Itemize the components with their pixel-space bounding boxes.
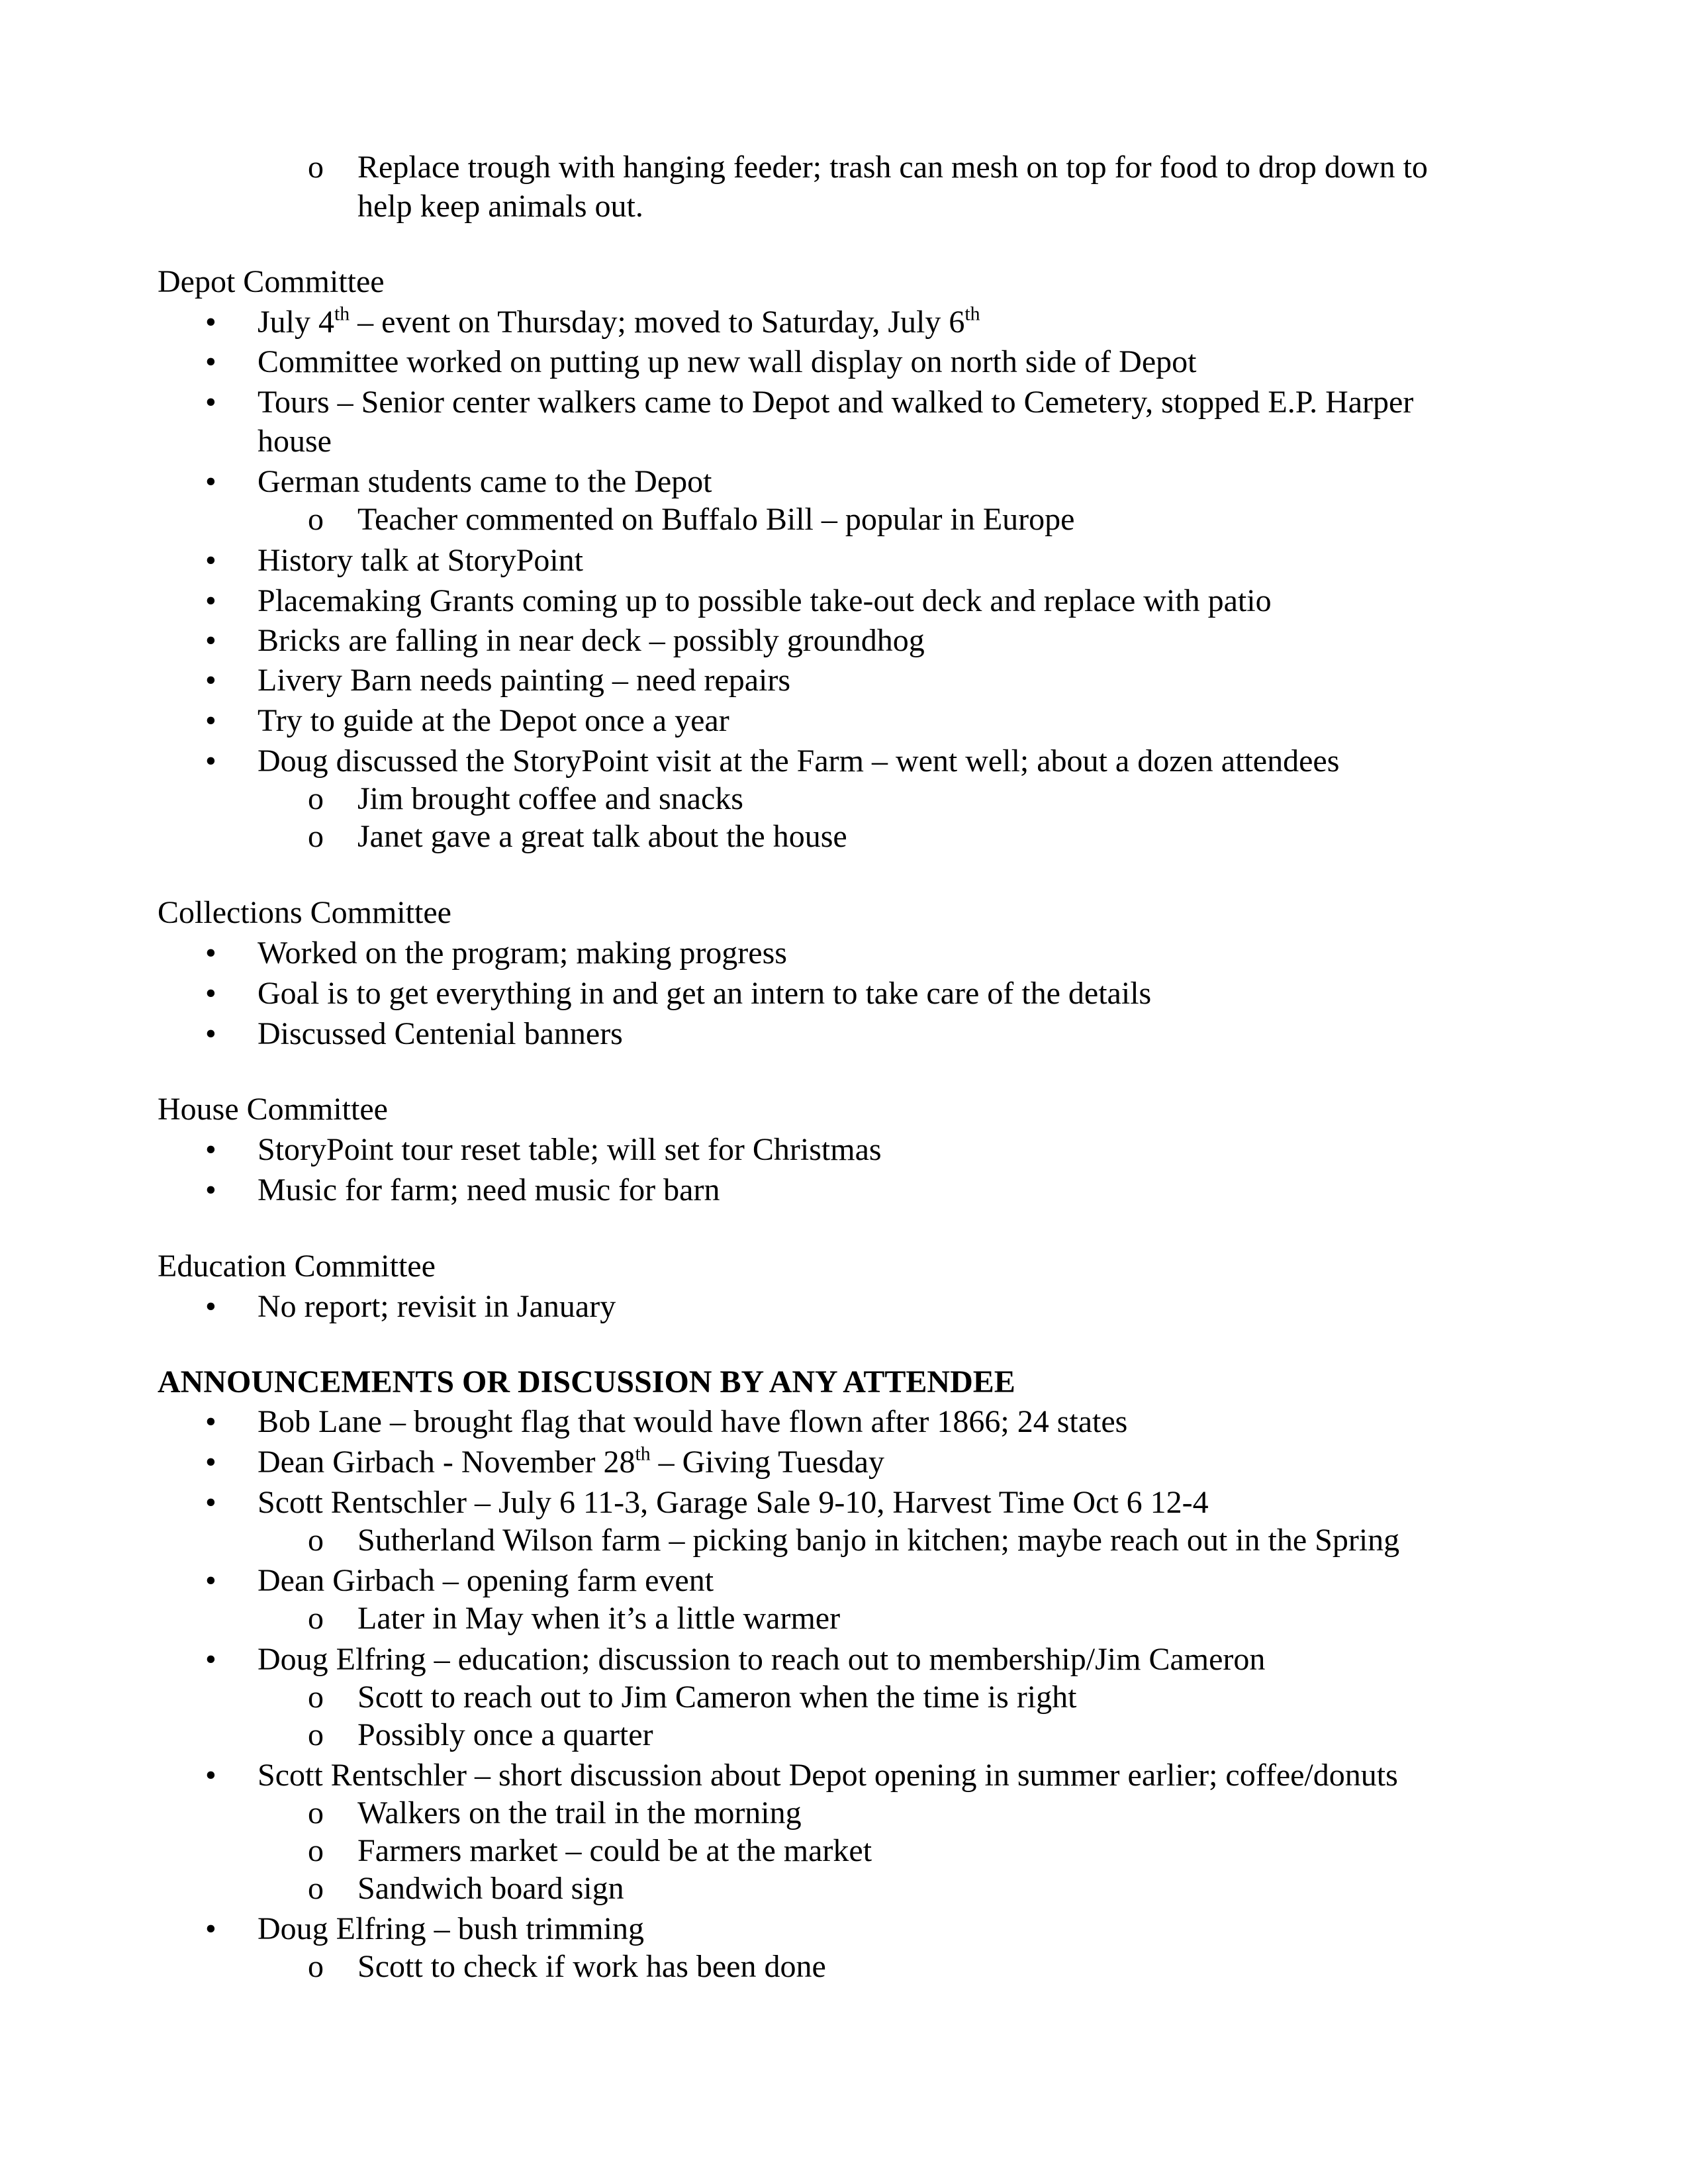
bullet-marker: •	[205, 663, 216, 698]
list-item: Scott Rentschler – short discussion about Depot opening in summer earlier; coffee/donuts	[258, 1758, 1398, 1793]
list-item: Worked on the program; making progress	[258, 935, 787, 971]
bullet-marker: •	[205, 385, 216, 420]
sub-bullet-marker: o	[308, 502, 324, 537]
list-item: Doug discussed the StoryPoint visit at the Farm – went well; about a dozen attendees	[258, 743, 1340, 779]
sub-bullet-marker: o	[308, 1523, 324, 1558]
list-item: No report; revisit in January	[258, 1289, 616, 1324]
list-item: Dean Girbach – opening farm event	[258, 1563, 714, 1598]
bullet-marker: •	[205, 623, 216, 658]
list-item-continuation: help keep animals out.	[357, 189, 643, 224]
bullet-marker: •	[205, 344, 216, 379]
list-item	[258, 1443, 884, 1480]
sub-bullet-marker: o	[308, 1680, 324, 1715]
list-item: Committee worked on putting up new wall display on north side of Depot	[258, 344, 1197, 379]
bullet-marker: •	[205, 543, 216, 578]
list-item: Jim brought coffee and snacks	[357, 781, 743, 816]
bullet-marker: •	[205, 1563, 216, 1598]
section-heading-house: House Committee	[158, 1092, 388, 1127]
list-item: Sutherland Wilson farm – picking banjo in kitchen; maybe reach out in the Spring	[357, 1523, 1400, 1558]
bullet-marker: •	[205, 1642, 216, 1677]
list-item: Janet gave a great talk about the house	[357, 819, 847, 854]
section-heading-collections: Collections Committee	[158, 895, 451, 930]
sub-bullet-marker: o	[308, 150, 324, 185]
sub-bullet-marker: o	[308, 1871, 324, 1906]
list-item: Doug Elfring – bush trimming	[258, 1911, 644, 1946]
section-heading-education: Education Committee	[158, 1249, 436, 1284]
list-item: German students came to the Depot	[258, 464, 712, 499]
section-heading-depot: Depot Committee	[158, 264, 385, 299]
list-item: Sandwich board sign	[357, 1871, 624, 1906]
list-item: Later in May when it’s a little warmer	[357, 1601, 841, 1636]
list-item: Scott to check if work has been done	[357, 1949, 826, 1984]
list-item-continuation: house	[258, 424, 332, 459]
bullet-marker: •	[205, 1404, 216, 1439]
list-item: Bricks are falling in near deck – possibly groundhog	[258, 623, 925, 658]
list-item: StoryPoint tour reset table; will set for Christmas	[258, 1132, 882, 1167]
bullet-marker: •	[205, 464, 216, 499]
bullet-marker: •	[205, 935, 216, 971]
list-item: Music for farm; need music for barn	[258, 1172, 720, 1208]
sub-bullet-marker: o	[308, 1795, 324, 1830]
bullet-marker: •	[205, 1172, 216, 1208]
bullet-marker: •	[205, 1289, 216, 1324]
list-item: Placemaking Grants coming up to possible take-out deck and replace with patio	[258, 583, 1272, 618]
sub-bullet-marker: o	[308, 781, 324, 816]
list-item: Try to guide at the Depot once a year	[258, 703, 729, 738]
sub-bullet-marker: o	[308, 1601, 324, 1636]
list-item: Tours – Senior center walkers came to Depot and walked to Cemetery, stopped E.P. Harper	[258, 385, 1414, 420]
list-item: Replace trough with hanging feeder; trash can mesh on top for food to drop down to	[357, 150, 1428, 185]
sub-bullet-marker: o	[308, 1833, 324, 1868]
list-item: Farmers market – could be at the market	[357, 1833, 872, 1868]
superscript: th	[334, 303, 350, 325]
list-item: Livery Barn needs painting – need repairs	[258, 663, 791, 698]
list-item: Scott to reach out to Jim Cameron when the time is right	[357, 1680, 1077, 1715]
list-item: History talk at StoryPoint	[258, 543, 583, 578]
list-item: Scott Rentschler – July 6 11-3, Garage Sale 9-10, Harvest Time Oct 6 12-4	[258, 1485, 1209, 1520]
superscript: th	[635, 1443, 651, 1465]
list-item: Goal is to get everything in and get an intern to take care of the details	[258, 976, 1152, 1011]
sub-bullet-marker: o	[308, 1717, 324, 1752]
bullet-marker: •	[205, 305, 216, 340]
bullet-marker: •	[205, 583, 216, 618]
list-item-text: – Giving Tuesday	[650, 1445, 884, 1480]
sub-bullet-marker: o	[308, 819, 324, 854]
bullet-marker: •	[205, 1911, 216, 1946]
list-item: Discussed Centenial banners	[258, 1016, 623, 1051]
list-item-text: – event on Thursday; moved to Saturday, July 6	[350, 305, 965, 340]
bullet-marker: •	[205, 976, 216, 1011]
superscript: th	[964, 303, 980, 325]
list-item-text: July 4	[258, 305, 335, 340]
bullet-marker: •	[205, 1485, 216, 1520]
list-item-text: Dean Girbach - November 28	[258, 1445, 635, 1480]
list-item: Doug Elfring – education; discussion to reach out to membership/Jim Cameron	[258, 1642, 1266, 1677]
bullet-marker: •	[205, 703, 216, 738]
list-item	[258, 303, 980, 340]
list-item: Teacher commented on Buffalo Bill – popular in Europe	[357, 502, 1075, 537]
section-heading-announcements: ANNOUNCEMENTS OR DISCUSSION BY ANY ATTENDEE	[158, 1364, 1015, 1400]
bullet-marker: •	[205, 1132, 216, 1167]
bullet-marker: •	[205, 1445, 216, 1480]
bullet-marker: •	[205, 1758, 216, 1793]
list-item: Bob Lane – brought flag that would have flown after 1866; 24 states	[258, 1404, 1128, 1439]
list-item: Walkers on the trail in the morning	[357, 1795, 802, 1830]
sub-bullet-marker: o	[308, 1949, 324, 1984]
bullet-marker: •	[205, 1016, 216, 1051]
list-item: Possibly once a quarter	[357, 1717, 653, 1752]
bullet-marker: •	[205, 743, 216, 779]
